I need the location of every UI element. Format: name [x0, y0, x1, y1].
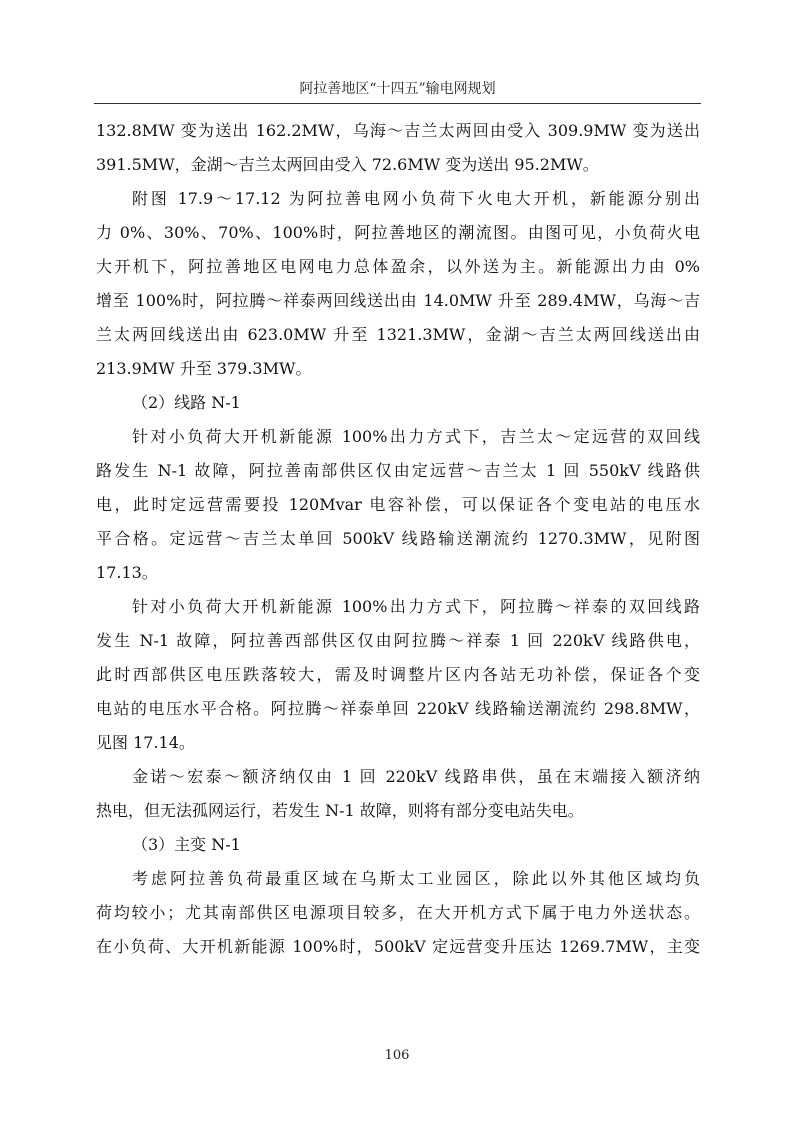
- text-line: 荷均较小；尤其南部供区电源项目较多，在大开机方式下属于电力外送状态。: [96, 903, 700, 922]
- text-line: 附图 17.9～17.12 为阿拉善电网小负荷下火电大开机，新能源分别出: [132, 189, 700, 208]
- text-line: 平合格。定远营～吉兰太单回 500kV 线路输送潮流约 1270.3MW，见附图: [96, 529, 700, 548]
- text-line: 发生 N-1 故障，阿拉善西部供区仅由阿拉腾～祥泰 1 回 220kV 线路供电，: [96, 631, 700, 650]
- text-line: 针对小负荷大开机新能源 100%出力方式下，阿拉腾～祥泰的双回线路: [132, 597, 700, 616]
- page-number: 106: [384, 1048, 410, 1063]
- header-divider: [94, 103, 701, 104]
- text-line: 大开机下，阿拉善地区电网电力总体盈余，以外送为主。新能源出力由 0%: [96, 257, 700, 276]
- text-line: 391.5MW，金湖～吉兰太两回由受入 72.6MW 变为送出 95.2MW。: [96, 155, 599, 174]
- text-line: 金诺～宏泰～额济纳仅由 1 回 220kV 线路串供，虽在末端接入额济纳: [132, 767, 700, 786]
- section-heading: （3）主变 N-1: [132, 835, 241, 854]
- text-line: 针对小负荷大开机新能源 100%出力方式下，吉兰太～定远营的双回线: [132, 427, 700, 446]
- section-heading: （2）线路 N-1: [132, 393, 241, 412]
- text-line: 213.9MW 升至 379.3MW。: [96, 359, 312, 378]
- text-line: 在小负荷、大开机新能源 100%时，500kV 定远营变升压达 1269.7MW，主变: [96, 937, 700, 956]
- text-line: 考虑阿拉善负荷最重区域在乌斯太工业园区，除此以外其他区域均负: [132, 869, 700, 888]
- body-text: [96, 114, 700, 964]
- text-line: 见图 17.14。: [96, 733, 195, 752]
- text-line: 热电，但无法孤网运行，若发生 N-1 故障，则将有部分变电站失电。: [96, 801, 584, 820]
- text-line: 电站的电压水平合格。阿拉腾～祥泰单回 220kV 线路输送潮流约 298.8MW，: [96, 699, 700, 718]
- text-line: 132.8MW 变为送出 162.2MW，乌海～吉兰太两回由受入 309.9MW 变为送出: [96, 121, 700, 140]
- text-line: 路发生 N-1 故障，阿拉善南部供区仅由定远营～吉兰太 1 回 550kV 线路供: [96, 461, 700, 480]
- text-line: 增至 100%时，阿拉腾～祥泰两回线送出由 14.0MW 升至 289.4MW，乌海～吉: [96, 291, 700, 310]
- text-line: 电，此时定远营需要投 120Mvar 电容补偿，可以保证各个变电站的电压水: [96, 495, 700, 514]
- text-line: 兰太两回线送出由 623.0MW 升至 1321.3MW，金湖～吉兰太两回线送出由: [96, 325, 700, 344]
- text-line: 17.13。: [96, 563, 158, 582]
- text-line: 力 0%、30%、70%、100%时，阿拉善地区的潮流图。由图可见，小负荷火电: [96, 223, 700, 242]
- text-line: 此时西部供区电压跌落较大，需及时调整片区内各站无功补偿，保证各个变: [96, 665, 700, 684]
- running-header: 阿拉善地区“十四五”输电网规划: [299, 81, 496, 97]
